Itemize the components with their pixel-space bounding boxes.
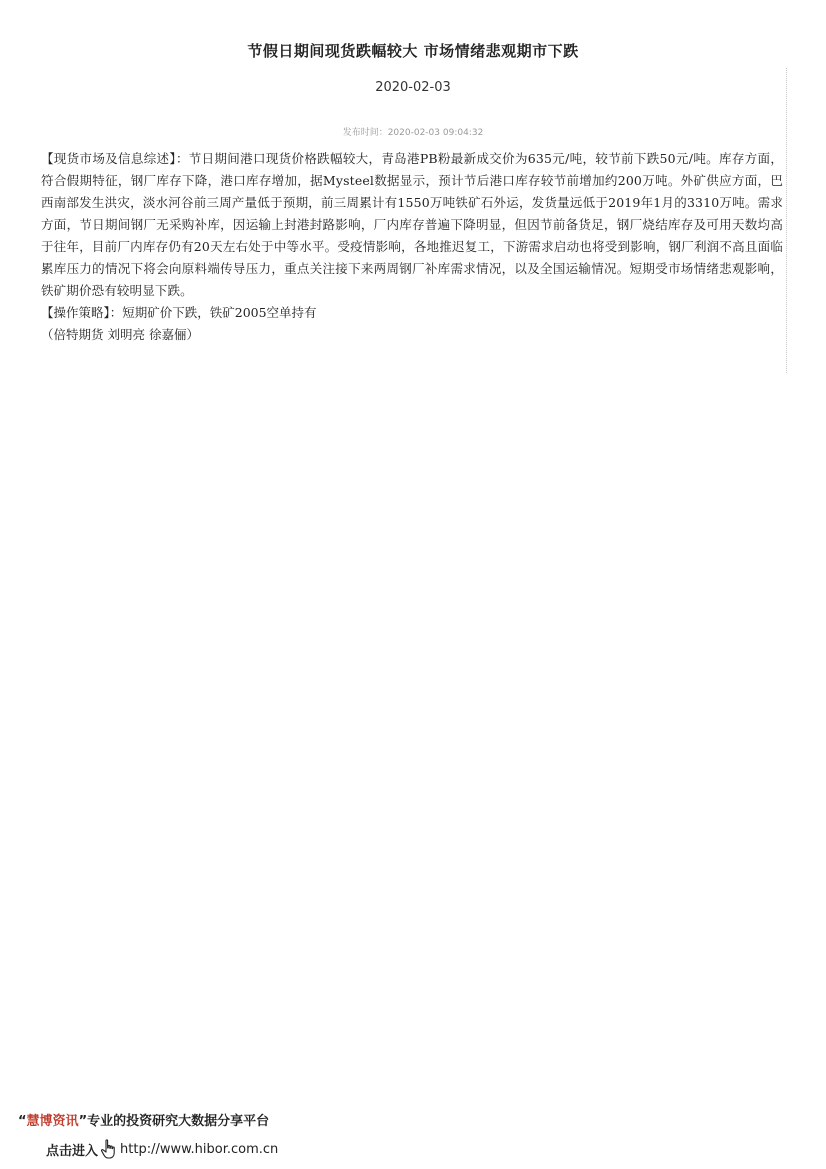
footer-link-line[interactable] [46,1139,418,1159]
footer-slogan-line [18,1110,418,1129]
paragraph-strategy: 【操作策略】：短期矿价下跌，铁矿2005空单持有 [41,305,317,320]
article-body [41,148,783,346]
dotted-divider [786,68,787,373]
enter-label: 点击进入 [46,1143,99,1159]
document-title: 节假日期间现货跌幅较大 市场情绪悲观期市下跌 [247,42,579,60]
footer-slogan: 专业的投资研究大数据分享平台 [87,1114,270,1129]
quote-close: ” [78,1114,88,1129]
quote-open: “ [18,1114,27,1129]
publish-time: 发布时间：2020-02-03 09:04:32 [342,128,484,138]
paragraph-market-summary: 【现货市场及信息综述】：节日期间港口现货价格跌幅较大，青岛港PB粉最新成交价为635元/吨，较节前下跌50元/吨。库存方面，符合假期特征，钢厂库存下降，港口库存增加，据Mysteel数据显示，预计节后港口库存较节前增加约200万吨。外矿供应方面，巴西南部发生洪灾，淡水河谷前三周产量低于预期，前三周累计有1550万吨铁矿石外运，发货量远低于2019年1月的3310万吨。需求方面，节日期间钢厂无采购补库，因运输上封港封路影响，厂内库存普遍下降明显，但因节前备货足，钢厂烧结库存及可用天数均高于往年，目前厂内库存仍有20天左右处于中等水平。受疫情影响，各地推迟复工，下游需求启动也将受到影响，钢厂利润不高且面临累库压力的情况下将会向原料端传导压力，重点关注接下来两周钢厂补库需求情况，以及全国运输情况。短期受市场情绪悲观影响，铁矿期价恐有较明显下跌。 [41,151,783,298]
paragraph-author: （倍特期货 刘明亮 徐嘉俪） [41,327,199,342]
footer-banner [18,1110,418,1159]
pointing-hand-icon [100,1139,118,1159]
brand-name: 慧博资讯 [26,1114,79,1129]
document-date: 2020-02-03 [375,80,451,95]
site-link[interactable]: http://www.hibor.com.cn [120,1141,279,1157]
